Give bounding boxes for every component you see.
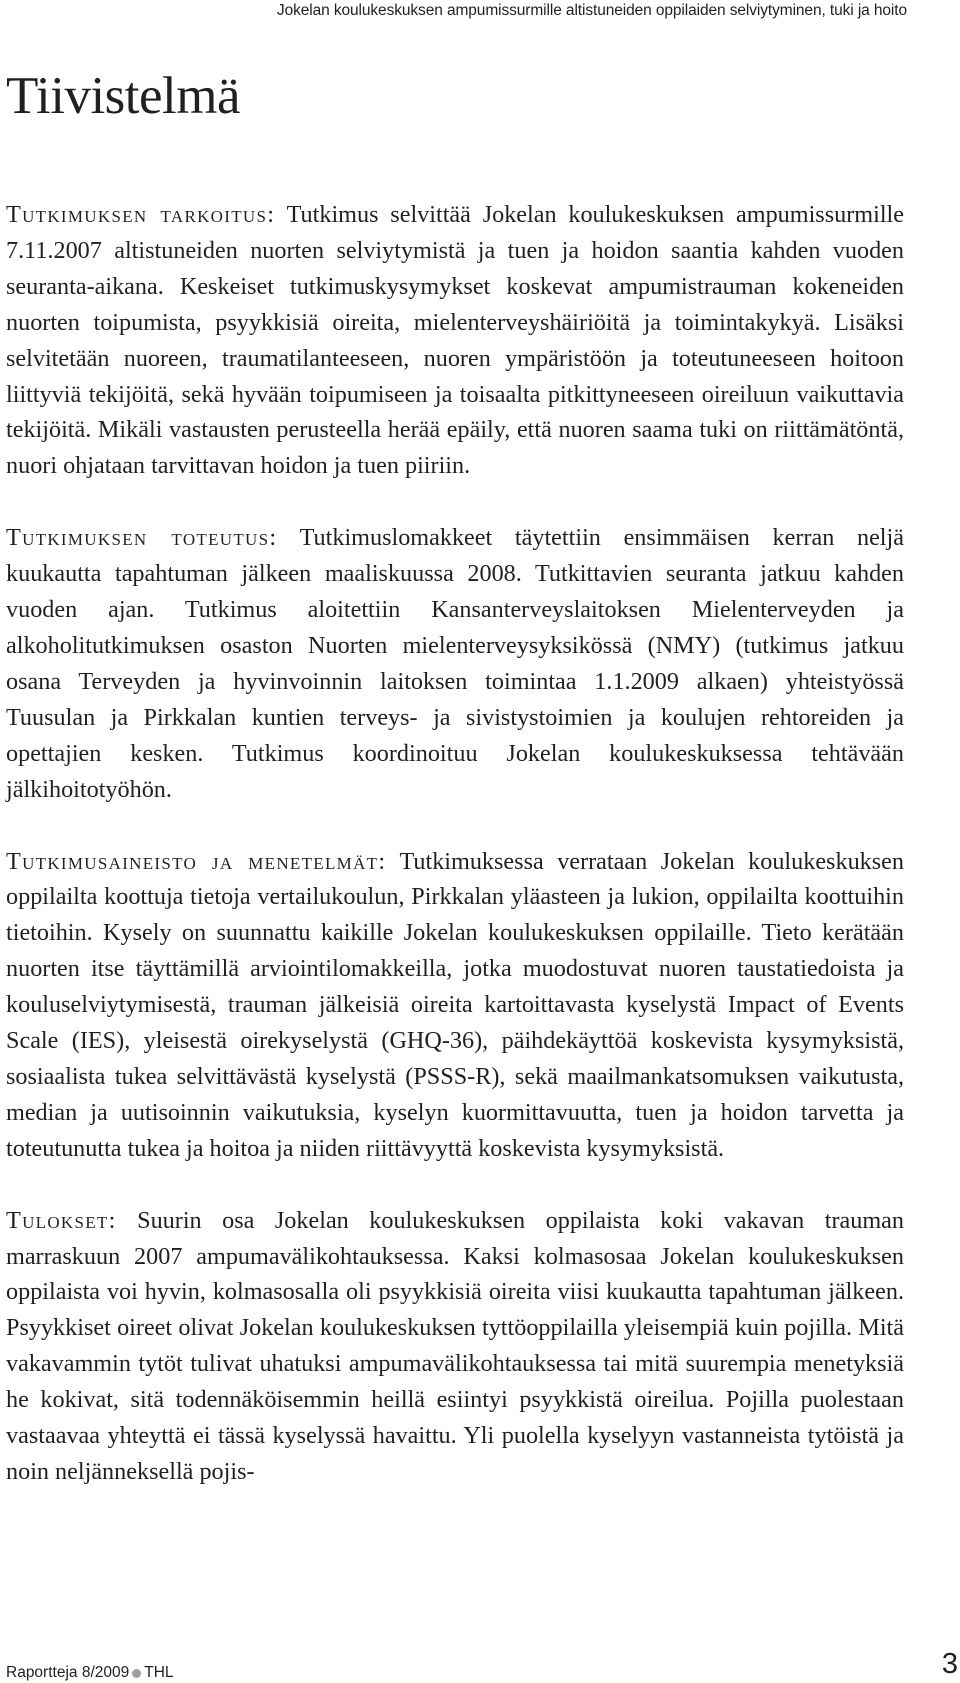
abstract-body — [6, 197, 904, 1526]
footer-publisher: THL — [144, 1664, 174, 1681]
section-heading: Tutkimuksen toteutus: — [6, 524, 278, 552]
page-title: Tiivistelmä — [6, 67, 241, 125]
section-implementation — [6, 520, 904, 807]
section-methods — [6, 844, 904, 1167]
section-heading: Tutkimuksen tarkoitus: — [6, 201, 276, 228]
running-header: Jokelan koulukeskuksen ampumissurmille altistuneiden oppilaiden selviytyminen, tuki ja hoito — [276, 2, 907, 19]
page-number: 3 — [941, 1648, 958, 1680]
bullet-dot-icon — [132, 1669, 141, 1678]
section-text: Tutkimuksessa verrataan Jokelan koulukeskuksen oppilailta koottuja tietoja vertailukoulun, Pirkkalan yläasteen ja lukion, oppilailta koottuihin tietoihin. Kysely on suunnattu kaikille Jokelan koulukeskuksen oppilaille. Tieto kerätään nuorten itse täyttämillä arviointilomakkeilla, jotka muodostuvat nuoren taustatiedoista ja kouluselviytymisestä, trauman jälkeisiä oireita kartoittavasta kyselystä Impact of Events Scale (IES), yleisestä oirekyselystä (GHQ-36), päihdekäyttöä koskevista kysymyksistä, sosiaalista tukea selvittävästä kyselystä (PSSS-R), sekä maailmankatsomuksen vaikutusta, median ja uutisoinnin vaikutuksia, kyselyn kuormittavuutta, tuen ja hoidon tarvetta ja toteutunutta tukea ja hoitoa ja niiden riittävyyttä koskevista kysymyksistä. — [6, 847, 904, 1162]
section-text: Tutkimuslomakkeet täytettiin ensimmäisen kerran neljä kuukautta tapahtuman jälkeen maaliskuussa 2008. Tutkittavien seuranta jatkuu kahden vuoden ajan. Tutkimus aloitettiin Kansanterveyslaitoksen Mielenterveyden ja alkoholitutkimuksen osaston Nuorten mielenterveysyksikössä (NMY) (tutkimus jatkuu osana Terveyden ja hyvinvoinnin laitoksen toimintaa 1.1.2009 alkaen) yhteistyössä Tuusulan ja Pirkkalan kuntien terveys- ja sivistystoimien ja koulujen rehtoreiden ja opettajien kesken. Tutkimus koordinoituu Jokelan koulukeskuksessa tehtävään jälkihoitotyöhön. — [6, 524, 904, 803]
section-purpose — [6, 197, 904, 484]
section-heading: Tulokset: — [6, 1206, 117, 1234]
section-text: Tutkimus selvittää Jokelan koulukeskuksen ampumissurmille 7.11.2007 altistuneiden nuorten selviytymistä ja tuen ja hoidon saantia kahden vuoden seuranta-aikana. Keskeiset tutkimuskysymykset koskevat ampumistrauman kokeneiden nuorten toipumista, psyykkisiä oireita, mielenterveyshäiriöitä ja toimintakykyä. Lisäksi selvitetään nuoreen, traumatilanteeseen, nuoren ympäristöön ja toteutuneeseen hoitoon liittyviä tekijöitä, sekä hyvään toipumiseen ja toisaalta pitkittyneeseen oireiluun vaikuttavia tekijöitä. Mikäli vastausten perusteella herää epäily, että nuoren saama tuki on riittämätöntä, nuori ohjataan tarvittavan hoidon ja tuen piiriin. — [6, 201, 904, 480]
running-footer — [6, 1664, 174, 1682]
section-results — [6, 1203, 904, 1490]
footer-series: Raportteja 8/2009 — [6, 1664, 130, 1681]
section-heading: Tutkimusaineisto ja menetelmät: — [6, 847, 387, 875]
section-text: Suurin osa Jokelan koulukeskuksen oppilaista koki vakavan trauman marraskuun 2007 ampumavälikohtauksessa. Kaksi kolmasosaa Jokelan koulukeskuksen oppilaista voi hyvin, kolmasosalla oli psyykkisiä oireita viisi kuukautta tapahtuman jälkeen. Psyykkiset oireet olivat Jokelan koulukeskuksen tyttöoppilailla yleisempiä kuin pojilla. Mitä vakavammin tytöt tulivat uhatuksi ampumavälikohtauksessa tai mitä suurempia menetyksiä he kokivat, sitä todennäköisemmin heillä esiintyi psyykkistä oireilua. Pojilla puolestaan vastaavaa yhteyttä ei tässä kyselyssä havaittu. Yli puolella kyselyyn vastanneista tytöistä ja noin neljänneksellä pojis- — [6, 1206, 904, 1485]
